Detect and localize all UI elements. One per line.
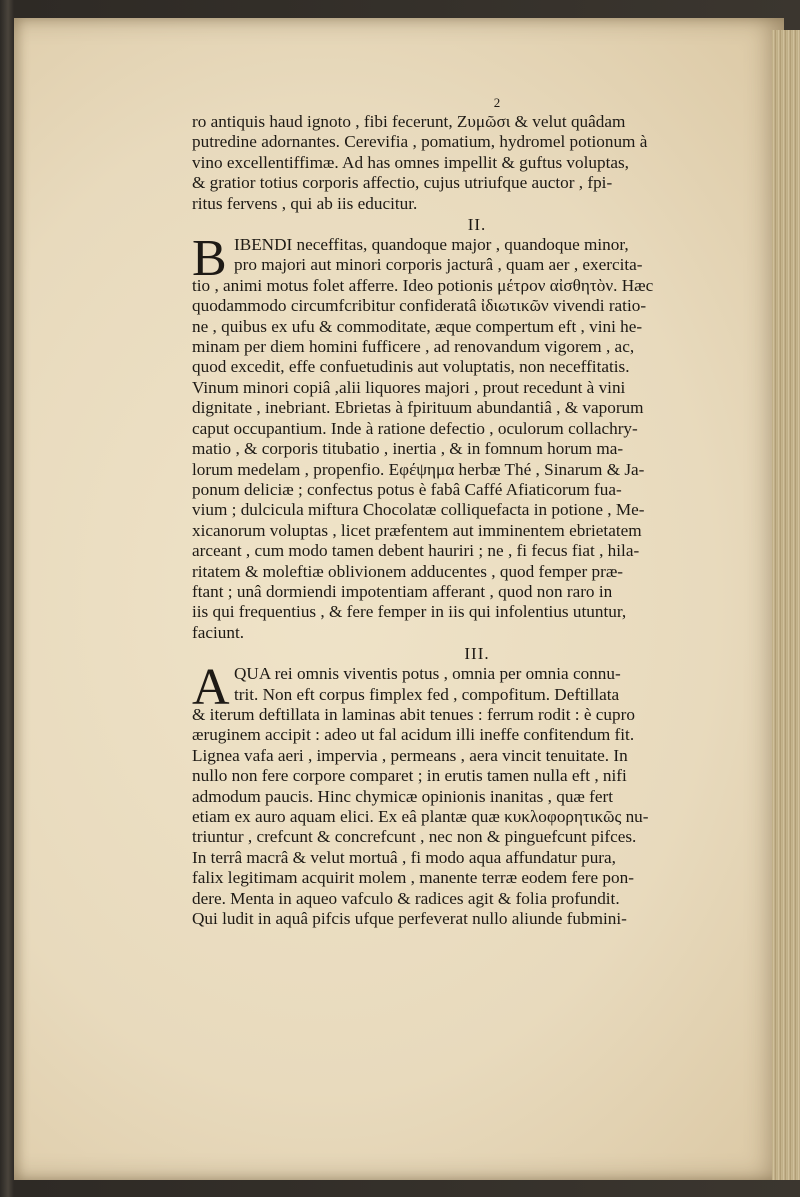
text-line: tio , animi motus folet afferre. Ideo potionis μέτρον αἰσθητὸν. Hæc xyxy=(192,275,654,295)
text-line: pro majori aut minori corporis jacturâ , quam aer , exercita- xyxy=(234,255,643,275)
text-line: vium ; dulcicula miftura Chocolatæ colliquefacta in potione , Me- xyxy=(192,500,645,520)
text-line: æruginem accipit : adeo ut fal acidum illi ineffe confitendum fit. xyxy=(192,725,635,745)
text-line: Vinum minori copiâ ,alii liquores majori , prout recedunt à vini xyxy=(192,377,626,397)
text-line: caput occupantium. Inde à ratione defectio , oculorum collachry- xyxy=(192,418,638,438)
text-line: ponum deliciæ ; confectus potus è fabâ Caffé Afiaticorum fua- xyxy=(192,479,622,499)
page-edges xyxy=(772,30,800,1180)
text-line: quodammodo circumfcribitur confideratâ ἰδιωτικῶν vivendi ratio- xyxy=(192,296,647,316)
section-ii-paragraph xyxy=(192,230,762,643)
text-line: matio , & corporis titubatio , inertia , & in fomnum horum ma- xyxy=(192,439,624,459)
text-line: lorum medelam , propenfio. Εφέψημα herbæ Thé , Sinarum & Ja- xyxy=(192,459,645,479)
text-line: quod excedit, effe confuetudinis aut voluptatis, non neceffitatis. xyxy=(192,357,630,377)
page-text xyxy=(192,96,762,929)
drop-cap: B xyxy=(192,230,227,288)
text-line: xicanorum voluptas , licet præfentem aut imminentem ebrietatem xyxy=(192,520,642,540)
text-line: & iterum deftillata in laminas abit tenues : ferrum rodit : è cupro xyxy=(192,704,635,724)
text-line: etiam ex auro aquam elici. Ex eâ plantæ quæ κυκλοφορητικῶς nu- xyxy=(192,807,649,826)
text-line: ne , quibus ex ufu & commoditate, æque compertum eft , vini he- xyxy=(192,316,643,336)
text-line: triuntur , crefcunt & concrefcunt , nec non & pinguefcunt pifces. xyxy=(192,827,637,847)
text-line: ritatem & moleftiæ oblivionem adducentes , quod femper præ- xyxy=(192,561,624,581)
text-line: admodum paucis. Hinc chymicæ opinionis inanitas , quæ fert xyxy=(192,786,614,806)
text-line: putredine adornantes. Cerevifia , pomatium, hydromel potionum à xyxy=(192,132,648,152)
text-line: nullo non fere corpore comparet ; in erutis tamen nulla eft , nifi xyxy=(192,766,627,786)
text-line: Lignea vafa aeri , impervia , permeans , aera vincit tenuitate. In xyxy=(192,745,628,765)
text-line: IBENDI neceffitas, quandoque major , quandoque minor, xyxy=(234,235,629,255)
text-line: ritus fervens , qui ab iis educitur. xyxy=(192,193,418,213)
section-iii-paragraph xyxy=(192,659,762,929)
text-line: ftant ; unâ dormiendi impotentiam afferant , quod non raro in xyxy=(192,581,613,601)
text-line: vino excellentiffimæ. Ad has omnes impellit & guftus voluptas, xyxy=(192,152,629,172)
section-heading-iii: III. xyxy=(464,644,490,664)
intro-paragraph xyxy=(192,112,762,214)
text-line: ro antiquis haud ignoto , fibi fecerunt, Ζυμῶσι & velut quâdam xyxy=(192,112,626,131)
text-line: & gratior totius corporis affectio, cujus utriufque auctor , fpi- xyxy=(192,173,613,193)
text-line: trit. Non eft corpus fimplex fed , compofitum. Deftillata xyxy=(234,684,620,704)
text-line: QUA rei omnis viventis potus , omnia per omnia connu- xyxy=(234,664,621,684)
section-heading-ii: II. xyxy=(467,215,487,235)
drop-cap: A xyxy=(192,659,230,717)
text-line: falix legitimam acquirit molem , manente terræ eodem fere pon- xyxy=(192,868,634,888)
text-line: Qui ludit in aquâ pifcis ufque perfeverat nullo aliunde fubmini- xyxy=(192,909,627,929)
text-line: minam per diem homini fufficere , ad renovandum vigorem , ac, xyxy=(192,337,635,357)
text-line: dignitate , inebriant. Ebrietas à fpirituum abundantiâ , & vaporum xyxy=(192,398,644,418)
text-line: dere. Menta in aqueo vafculo & radices agit & folia profundit. xyxy=(192,888,620,908)
page-number: 2 xyxy=(493,95,501,110)
text-line: iis qui frequentius , & fere femper in iis qui infolentius utuntur, xyxy=(192,602,627,622)
text-line: In terrâ macrâ & velut mortuâ , fi modo aqua affundatur pura, xyxy=(192,847,616,867)
text-line: arceant , cum modo tamen debent hauriri ; ne , fi fecus fiat , hila- xyxy=(192,541,640,561)
text-line: faciunt. xyxy=(192,622,245,642)
